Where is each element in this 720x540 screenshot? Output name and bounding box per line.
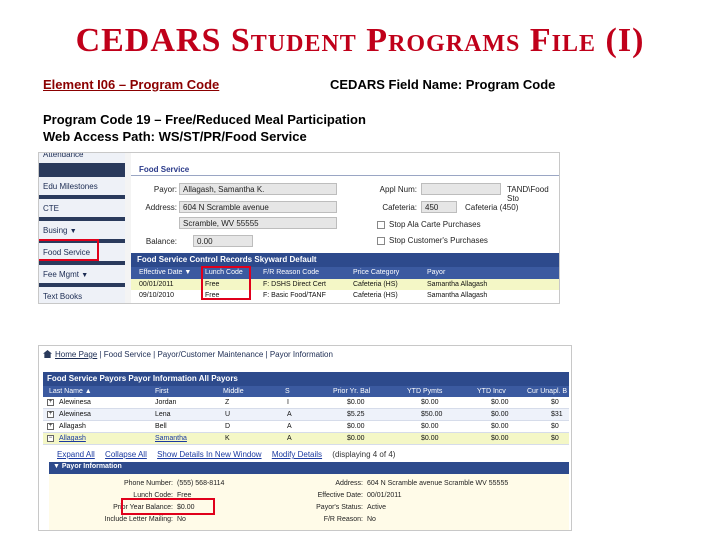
nav-item-fee-mgmt[interactable]: Fee Mgmt ▼ — [39, 265, 125, 285]
letter-mailing-value: No — [177, 516, 186, 523]
table-cell: $0.00 — [491, 423, 509, 430]
table-cell: $0 — [551, 435, 559, 442]
table-cell[interactable]: Allagash — [59, 435, 86, 442]
address-value: 604 N Scramble avenue Scramble WV 55555 — [367, 480, 509, 487]
table-cell: $5.25 — [347, 411, 365, 418]
table-cell: $0.00 — [421, 423, 439, 430]
table-cell: A — [287, 411, 292, 418]
collapse-icon[interactable]: ▼ — [53, 463, 62, 470]
cafeteria-field[interactable]: 450 — [421, 201, 457, 213]
col-cur-unapl[interactable]: Cur Unapl. B — [527, 388, 568, 395]
col-ytd-incv[interactable]: YTD Incv — [477, 388, 506, 395]
field-name-label: CEDARS Field Name: Program Code — [330, 77, 556, 92]
table-cell: Bell — [155, 423, 167, 430]
divider — [131, 175, 560, 176]
payor-field[interactable]: Allagash, Samantha K. — [179, 183, 337, 195]
table-cell: $0 — [551, 399, 559, 406]
table-cell: 09/10/2010 — [139, 292, 175, 299]
table-cell: $0.00 — [491, 435, 509, 442]
payor-label: Payor: — [153, 185, 177, 194]
table-cell: Lena — [155, 411, 171, 418]
chevron-down-icon: ▼ — [81, 272, 89, 279]
appl-num-field[interactable] — [421, 183, 501, 195]
table-cell[interactable]: Samantha — [155, 435, 187, 442]
effective-date-value: 00/01/2011 — [367, 492, 402, 499]
payor-information-screenshot — [38, 345, 572, 531]
stop-customer-label: Stop Customer's Purchases — [389, 236, 488, 245]
col-payor[interactable]: Payor — [427, 269, 446, 276]
table-cell: $0.00 — [491, 399, 509, 406]
table-cell: Alewinesa — [59, 399, 91, 406]
table-cell: F: DSHS Direct Cert — [263, 281, 327, 288]
cafeteria-right-text: Cafeteria (450) — [465, 203, 519, 212]
table-cell: Cafeteria (HS) — [353, 281, 398, 288]
table-cell: K — [225, 435, 230, 442]
table-cell: A — [287, 423, 292, 430]
cafeteria-label: Cafeteria: — [382, 203, 417, 212]
table-cell: D — [225, 423, 231, 430]
address-field-2[interactable]: Scramble, WV 55555 — [179, 217, 337, 229]
highlight-box — [38, 239, 99, 261]
slide-title: CEDARS Student Programs File (I) — [75, 22, 645, 59]
payors-grid-title: Food Service Payors Payor Information All Payors — [43, 372, 569, 386]
element-label: Element I06 – Program Code — [43, 77, 220, 92]
display-count: (displaying 4 of 4) — [332, 450, 396, 459]
stop-ala-carte-checkbox[interactable] — [377, 221, 385, 229]
collapse-icon[interactable]: − — [48, 435, 53, 441]
table-cell: $0.00 — [491, 411, 509, 418]
highlight-box — [121, 498, 215, 515]
table-cell: $31 — [551, 411, 563, 418]
stop-ala-carte-label: Stop Ala Carte Purchases — [389, 220, 481, 229]
modify-details-link[interactable]: Modify Details — [271, 450, 323, 459]
program-code-line: Program Code 19 – Free/Reduced Meal Participation — [43, 112, 366, 127]
payors-grid-header — [43, 386, 569, 397]
table-row[interactable] — [131, 279, 560, 290]
payor-information-bar[interactable]: ▼ Payor Information — [49, 462, 569, 474]
col-status[interactable]: S — [285, 388, 290, 395]
appl-right-text: TAND\Food Sto — [507, 185, 549, 203]
home-icon[interactable] — [43, 350, 52, 358]
show-details-link[interactable]: Show Details In New Window — [157, 450, 262, 459]
col-effective-date[interactable]: Effective Date ▼ — [139, 269, 192, 276]
food-service-panel — [131, 153, 560, 304]
table-row[interactable] — [43, 409, 569, 421]
appl-num-label: Appl Num: — [379, 185, 417, 194]
description — [43, 111, 366, 145]
balance-field[interactable]: 0.00 — [193, 235, 253, 247]
letter-mailing-label: Include Letter Mailing: — [104, 516, 173, 523]
expand-all-link[interactable]: Expand All — [57, 450, 95, 459]
table-cell: Allagash — [59, 423, 86, 430]
table-row[interactable] — [131, 290, 560, 301]
prior-year-balance-label: Prior Year Balance: — [113, 504, 173, 511]
expand-icon[interactable]: + — [48, 423, 53, 429]
table-cell: Free — [205, 281, 220, 288]
address-label: Address: — [145, 203, 177, 212]
expand-icon[interactable]: + — [48, 411, 53, 417]
col-lunch-code[interactable]: Lunch Code — [205, 269, 243, 276]
phone-value: (555) 568-8114 — [177, 480, 225, 487]
col-fr-reason[interactable]: F/R Reason Code — [263, 269, 320, 276]
col-last-name[interactable]: Last Name ▲ — [49, 388, 92, 395]
breadcrumb-payor-maintenance[interactable]: Payor/Customer Maintenance — [157, 350, 264, 359]
table-cell: Samantha Allagash — [427, 292, 488, 299]
control-records-header — [131, 267, 560, 279]
control-records-title: Food Service Control Records Skyward Default — [131, 253, 560, 267]
breadcrumb-payor-information: Payor Information — [269, 350, 333, 359]
table-cell: $0.00 — [421, 399, 439, 406]
nav-item-text-books[interactable]: Text Books — [39, 287, 125, 304]
grid-links — [57, 450, 403, 459]
table-cell: U — [225, 411, 231, 418]
table-cell: $50.00 — [421, 411, 443, 418]
table-cell: Alewinesa — [59, 411, 91, 418]
col-middle[interactable]: Middle — [223, 388, 244, 395]
table-cell: $0.00 — [347, 399, 365, 406]
food-service-screenshot — [38, 152, 560, 304]
section-heading: Food Service — [139, 165, 190, 174]
stop-customer-checkbox[interactable] — [377, 237, 385, 245]
effective-date-label: Effective Date: — [317, 492, 363, 499]
nav-item-busing[interactable]: Busing ▼ — [39, 221, 125, 241]
breadcrumb-home[interactable]: Home Page — [55, 350, 98, 359]
phone-label: Phone Number: — [123, 480, 173, 487]
access-path-line: Web Access Path: WS/ST/PR/Food Service — [43, 129, 307, 144]
breadcrumb: Home Page | Food Service | Payor/Customer Maintenance | Payor Information — [43, 350, 333, 359]
col-first[interactable]: First — [155, 388, 169, 395]
balance-label: Balance: — [145, 237, 177, 246]
table-cell: Jordan — [155, 399, 177, 406]
lunch-code-label: Lunch Code: — [133, 492, 173, 499]
address-label: Address: — [335, 480, 363, 487]
table-cell: 00/01/2011 — [139, 281, 174, 288]
table-row[interactable] — [43, 433, 569, 445]
payor-status-value: Active — [367, 504, 387, 511]
lunch-code-value: Free — [177, 492, 192, 499]
payor-status-label: Payor's Status: — [316, 504, 363, 511]
table-cell: Cafeteria (HS) — [353, 292, 398, 299]
col-prior-yr-bal[interactable]: Prior Yr. Bal — [333, 388, 371, 395]
table-cell: Free — [205, 292, 220, 299]
prior-year-balance-value: $0.00 — [177, 504, 195, 511]
table-cell: F: Basic Food/TANF — [263, 292, 326, 299]
fr-reason-value: No — [367, 516, 376, 523]
table-cell: $0.00 — [347, 435, 365, 442]
table-cell: $0 — [551, 423, 559, 430]
nav-item-cte[interactable]: CTE — [39, 199, 125, 219]
nav-item-edu-milestones[interactable]: Edu Milestones — [39, 177, 125, 197]
table-cell: $0.00 — [421, 435, 439, 442]
table-row[interactable] — [43, 421, 569, 433]
table-cell: $0.00 — [347, 423, 365, 430]
address-field-1[interactable]: 604 N Scramble avenue — [179, 201, 337, 213]
nav-item-food-service[interactable]: Food Service — [39, 243, 125, 263]
table-cell: Samantha Allagash — [427, 281, 488, 288]
table-cell: A — [287, 435, 292, 442]
expand-icon[interactable]: + — [48, 399, 53, 405]
table-cell: Z — [225, 399, 230, 406]
highlight-box — [201, 266, 251, 300]
table-cell: I — [287, 399, 289, 406]
col-price-category[interactable]: Price Category — [353, 269, 400, 276]
nav-item-attendance[interactable]: Attendance — [39, 152, 125, 165]
fr-reason-label: F/R Reason: — [323, 516, 363, 523]
left-nav — [39, 153, 125, 304]
col-ytd-pymts[interactable]: YTD Pymts — [407, 388, 443, 395]
table-row[interactable] — [43, 397, 569, 409]
collapse-all-link[interactable]: Collapse All — [105, 450, 147, 459]
chevron-down-icon: ▼ — [69, 228, 77, 235]
breadcrumb-food-service[interactable]: Food Service — [103, 350, 151, 359]
